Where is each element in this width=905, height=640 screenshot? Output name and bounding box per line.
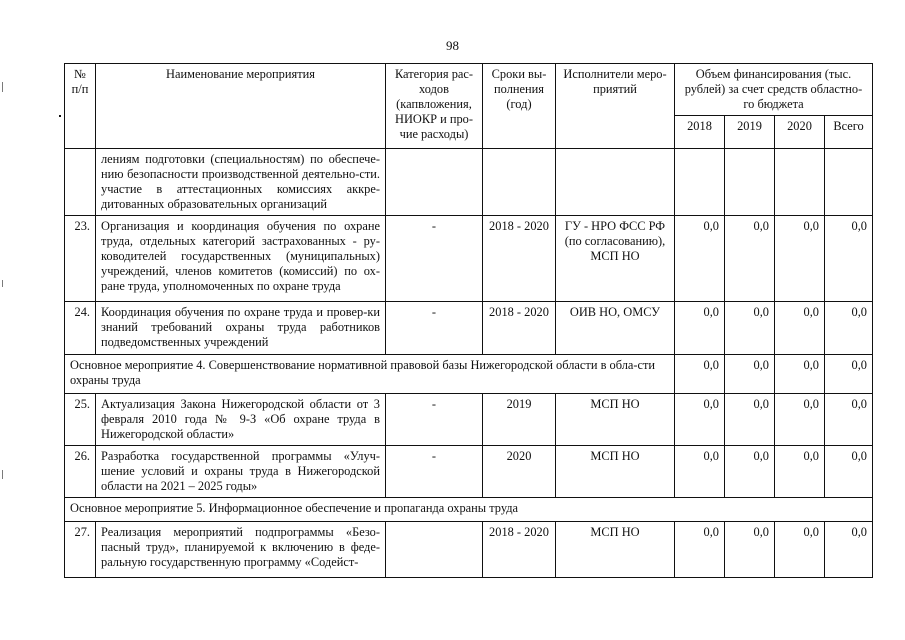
main-activity-4-2019: 0,0 — [725, 355, 775, 394]
scan-speck — [59, 115, 61, 117]
row-total-cell — [825, 149, 873, 216]
row-2020-cell: 0,0 — [775, 394, 825, 446]
row-name-cell: Реализация мероприятий подпрограммы «Безо-пасный труд», планируемой к включению в феде-ральную государственную программу «Содейст- — [96, 522, 386, 578]
scan-edge-mark — [2, 280, 3, 287]
row-2018-cell: 0,0 — [675, 216, 725, 302]
header-executors: Исполнители меро-приятий — [556, 64, 675, 149]
row-terms-cell: 2019 — [483, 394, 556, 446]
row-2018-cell: 0,0 — [675, 302, 725, 355]
table-row — [65, 394, 873, 446]
row-2019-cell: 0,0 — [725, 216, 775, 302]
row-name-cell: Координация обучения по охране труда и провер-ки знаний требований охраны труда работников подведомственных учреждений — [96, 302, 386, 355]
main-activity-4-2020: 0,0 — [775, 355, 825, 394]
activities-table — [64, 63, 873, 578]
row-number-cell: 24. — [65, 302, 96, 355]
row-2018-cell: 0,0 — [675, 394, 725, 446]
row-executors-cell: МСП НО — [556, 522, 675, 578]
main-activity-4-title: Основное мероприятие 4. Совершенствование нормативной правовой базы Нижегородской области в обла-сти охраны труда — [65, 355, 675, 394]
row-executors-cell: ОИВ НО, ОМСУ — [556, 302, 675, 355]
scan-edge-mark — [2, 470, 3, 479]
main-activity-4-total: 0,0 — [825, 355, 873, 394]
scan-edge-mark — [2, 82, 3, 92]
row-2018-cell: 0,0 — [675, 446, 725, 498]
row-name-cell: Организация и координация обучения по охране труда, отдельных категорий застрахованных - ру-ководителей государственных (муниципальных) учреждений, членов комитетов (комиссий) по ох-ране труда, уполномоченных по охране труда — [96, 216, 386, 302]
row-name-cell: лениям подготовки (специальностям) по обеспече-нию безопасности производственной деятельно-сти. участие в аттестационных комиссиях аккре-дитованных образовательных организаций — [96, 149, 386, 216]
row-executors-cell: ГУ - НРО ФСС РФ (по согласованию), МСП НО — [556, 216, 675, 302]
header-number: № п/п — [65, 64, 96, 149]
row-executors-cell: МСП НО — [556, 446, 675, 498]
row-total-cell: 0,0 — [825, 522, 873, 578]
table-row — [65, 149, 873, 216]
row-2019-cell: 0,0 — [725, 522, 775, 578]
row-terms-cell: 2018 - 2020 — [483, 216, 556, 302]
header-funding: Объем финансирования (тыс. рублей) за счет средств областно-го бюджета — [675, 64, 873, 116]
row-category-cell — [386, 149, 483, 216]
row-category-cell: - — [386, 446, 483, 498]
main-activity-5-title: Основное мероприятие 5. Информационное обеспечение и пропаганда охраны труда — [65, 498, 873, 522]
row-number-cell — [65, 149, 96, 216]
row-executors-cell — [556, 149, 675, 216]
row-2020-cell — [775, 149, 825, 216]
row-executors-cell: МСП НО — [556, 394, 675, 446]
row-terms-cell — [483, 149, 556, 216]
header-total: Всего — [825, 116, 873, 149]
row-name-cell: Разработка государственной программы «Улуч-шение условий и охраны труда в Нижегородской области на 2021 – 2025 годы» — [96, 446, 386, 498]
row-category-cell: - — [386, 394, 483, 446]
header-terms: Сроки вы-полнения (год) — [483, 64, 556, 149]
header-name: Наименование мероприятия — [96, 64, 386, 149]
row-terms-cell: 2018 - 2020 — [483, 302, 556, 355]
header-year-2019: 2019 — [725, 116, 775, 149]
row-terms-cell: 2020 — [483, 446, 556, 498]
row-total-cell: 0,0 — [825, 394, 873, 446]
section-row — [65, 498, 873, 522]
header-year-2018: 2018 — [675, 116, 725, 149]
row-name-cell: Актуализация Закона Нижегородской области от 3 февраля 2010 года № 9-З «Об охране труда в Нижегородской области» — [96, 394, 386, 446]
row-category-cell: - — [386, 216, 483, 302]
row-number-cell: 25. — [65, 394, 96, 446]
row-2019-cell: 0,0 — [725, 302, 775, 355]
header-year-2020: 2020 — [775, 116, 825, 149]
row-total-cell: 0,0 — [825, 446, 873, 498]
row-number-cell: 23. — [65, 216, 96, 302]
row-2020-cell: 0,0 — [775, 302, 825, 355]
row-total-cell: 0,0 — [825, 216, 873, 302]
row-2020-cell: 0,0 — [775, 216, 825, 302]
section-row — [65, 355, 873, 394]
row-2019-cell — [725, 149, 775, 216]
table-row — [65, 446, 873, 498]
row-2018-cell — [675, 149, 725, 216]
row-total-cell: 0,0 — [825, 302, 873, 355]
header-category: Категория рас-ходов (капвложения, НИОКР и про-чие расходы) — [386, 64, 483, 149]
row-category-cell — [386, 522, 483, 578]
page-number: 98 — [446, 38, 459, 53]
row-2018-cell: 0,0 — [675, 522, 725, 578]
table-row — [65, 302, 873, 355]
row-number-cell: 26. — [65, 446, 96, 498]
table-row — [65, 216, 873, 302]
row-terms-cell: 2018 - 2020 — [483, 522, 556, 578]
table-row — [65, 522, 873, 578]
row-number-cell: 27. — [65, 522, 96, 578]
row-2019-cell: 0,0 — [725, 394, 775, 446]
row-2019-cell: 0,0 — [725, 446, 775, 498]
main-activity-4-2018: 0,0 — [675, 355, 725, 394]
row-category-cell: - — [386, 302, 483, 355]
row-2020-cell: 0,0 — [775, 446, 825, 498]
row-2020-cell: 0,0 — [775, 522, 825, 578]
